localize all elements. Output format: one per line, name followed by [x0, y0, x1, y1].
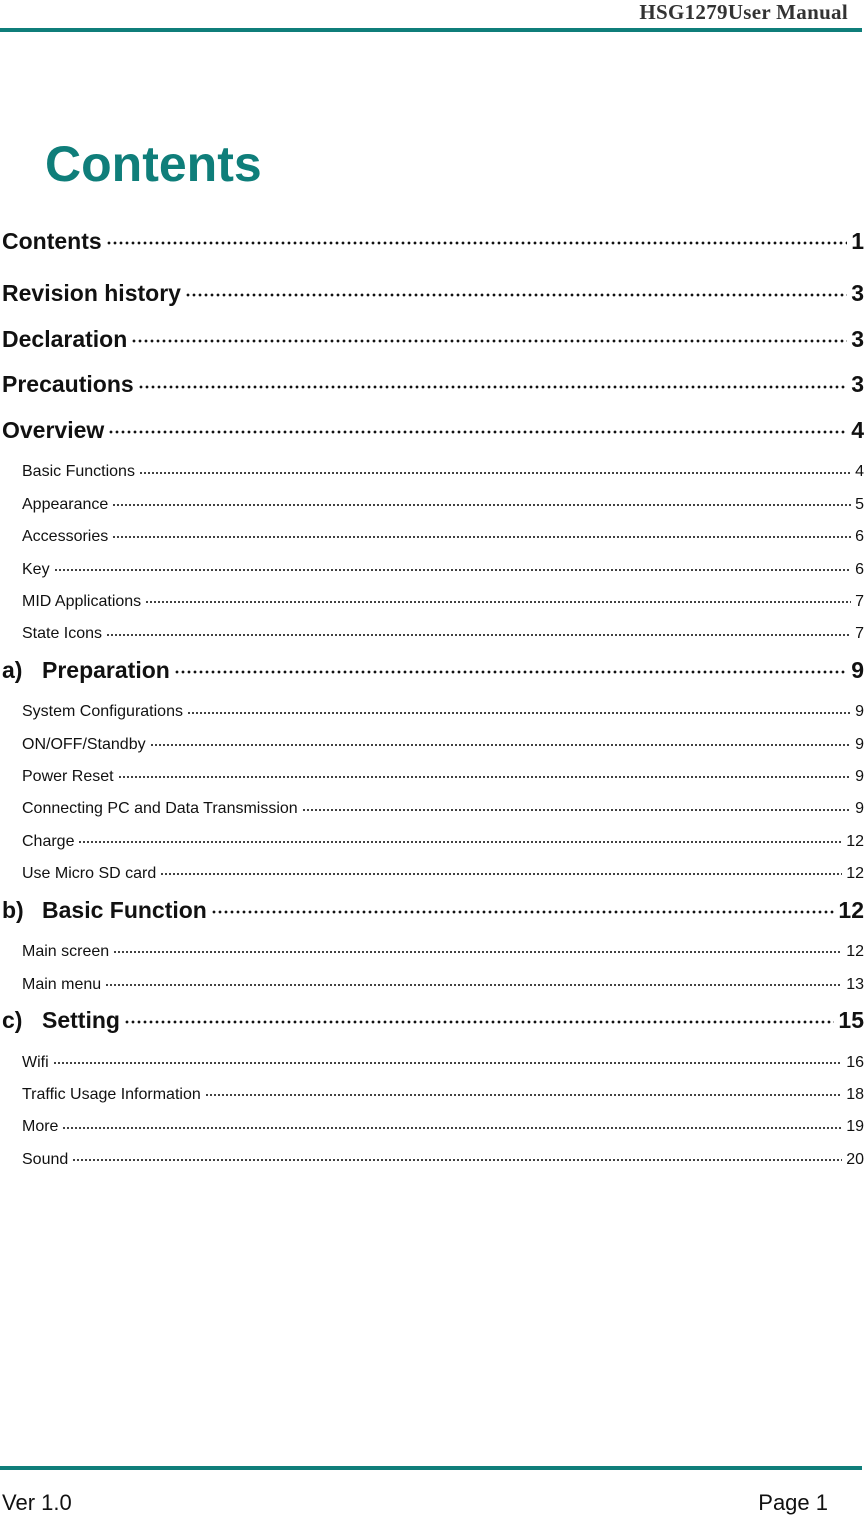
toc-entry-page-number: 3: [851, 371, 864, 398]
toc-entry-label: MID Applications: [22, 592, 142, 610]
toc-entry-page-number: 15: [838, 1007, 864, 1034]
toc-dot-leader: [174, 655, 847, 678]
footer-divider: [0, 1466, 862, 1470]
toc-entry[interactable]: [0, 862, 866, 894]
toc-dot-leader: [112, 525, 851, 541]
toc-entry[interactable]: [0, 733, 866, 765]
toc-dot-leader: [72, 1148, 842, 1164]
toc-entry-page-number: 9: [855, 768, 864, 786]
toc-dot-leader: [160, 862, 842, 878]
page-title: Contents: [45, 136, 262, 192]
toc-dot-leader: [205, 1083, 842, 1099]
toc-entry-page-number: 6: [855, 528, 864, 546]
toc-entry-label: Revision history: [2, 280, 181, 306]
toc-dot-leader: [53, 1051, 843, 1067]
toc-dot-leader: [145, 590, 851, 606]
toc-entry-label: Charge: [22, 832, 75, 850]
toc-entry-page-number: 5: [855, 495, 864, 513]
footer-page-number: Page 1: [758, 1490, 828, 1515]
toc-entry[interactable]: [0, 895, 866, 941]
toc-entry-label: State Icons: [22, 625, 103, 643]
toc-dot-leader: [113, 940, 842, 956]
toc-entry-page-number: 9: [855, 703, 864, 721]
toc-entry-label: Contents: [2, 228, 102, 254]
header-divider: [0, 28, 862, 32]
toc-entry-page-number: 7: [855, 592, 864, 610]
toc-entry-page-number: 6: [855, 560, 864, 578]
toc-entry[interactable]: [0, 1083, 866, 1115]
toc-entry-label: Precautions: [2, 371, 134, 398]
toc-entry[interactable]: [0, 700, 866, 732]
toc-dot-leader: [139, 460, 851, 476]
toc-dot-leader: [78, 830, 842, 846]
toc-entry-label: Connecting PC and Data Transmission: [22, 800, 298, 818]
toc-entry-page-number: 9: [855, 735, 864, 753]
toc-entry-page-number: 9: [851, 656, 864, 683]
toc-entry-page-number: 20: [846, 1150, 864, 1168]
toc-entry-label: Traffic Usage Information: [22, 1086, 201, 1104]
toc-entry-label: Main screen: [22, 943, 110, 961]
toc-entry[interactable]: [0, 1005, 866, 1051]
toc-entry-label: Use Micro SD card: [22, 865, 157, 883]
toc-dot-leader: [105, 973, 842, 989]
toc-dot-leader: [211, 895, 835, 918]
toc-entry[interactable]: [0, 278, 866, 324]
toc-dot-leader: [185, 278, 847, 301]
footer-version: Ver 1.0: [2, 1490, 72, 1515]
table-of-contents: [0, 226, 866, 1180]
toc-entry-page-number: 4: [855, 463, 864, 481]
toc-entry-page-number: 9: [855, 800, 864, 818]
toc-entry-marker: c): [2, 1007, 23, 1034]
toc-dot-leader: [124, 1005, 834, 1028]
toc-entry[interactable]: [0, 590, 866, 622]
toc-entry-label: Appearance: [22, 495, 109, 513]
toc-entry[interactable]: [0, 973, 866, 1005]
toc-entry[interactable]: [0, 940, 866, 972]
toc-entry[interactable]: [0, 226, 866, 278]
toc-entry-page-number: 18: [846, 1086, 864, 1104]
toc-entry-page-number: 3: [851, 280, 864, 306]
toc-entry-marker: a): [2, 656, 23, 683]
toc-entry-page-number: 12: [838, 896, 864, 923]
toc-dot-leader: [108, 415, 847, 438]
toc-entry-page-number: 12: [846, 832, 864, 850]
toc-dot-leader: [131, 324, 847, 347]
toc-dot-leader: [62, 1115, 842, 1131]
toc-entry-label: System Configurations: [22, 703, 183, 721]
toc-dot-leader: [138, 369, 848, 392]
toc-dot-leader: [302, 797, 851, 813]
toc-dot-leader: [112, 493, 851, 509]
toc-entry[interactable]: [0, 622, 866, 654]
toc-entry[interactable]: [0, 797, 866, 829]
toc-entry[interactable]: [0, 1148, 866, 1180]
toc-entry-label: Accessories: [22, 528, 109, 546]
toc-entry-page-number: 4: [851, 416, 864, 443]
toc-entry-label: ON/OFF/Standby: [22, 735, 146, 753]
toc-entry[interactable]: [0, 1115, 866, 1147]
toc-entry[interactable]: [0, 324, 866, 370]
toc-dot-leader: [118, 765, 852, 781]
toc-entry-page-number: 12: [846, 865, 864, 883]
toc-dot-leader: [187, 700, 851, 716]
toc-entry-label: Overview: [2, 416, 105, 443]
toc-entry[interactable]: [0, 765, 866, 797]
toc-entry-label: Power Reset: [22, 768, 114, 786]
toc-entry-label: Basic Functions: [22, 463, 135, 481]
toc-entry-page-number: 7: [855, 625, 864, 643]
toc-entry-label: Wifi: [22, 1053, 49, 1071]
toc-entry-page-number: 1: [851, 228, 864, 254]
toc-entry[interactable]: [0, 1051, 866, 1083]
toc-entry[interactable]: [0, 655, 866, 701]
toc-entry-label: Preparation: [42, 656, 170, 683]
document-header-title: HSG1279User Manual: [639, 0, 848, 24]
toc-entry[interactable]: [0, 525, 866, 557]
toc-entry-marker: b): [2, 896, 24, 923]
toc-entry-label: Key: [22, 560, 50, 578]
toc-entry[interactable]: [0, 460, 866, 492]
toc-entry-page-number: 16: [846, 1053, 864, 1071]
toc-entry-label: Basic Function: [42, 896, 207, 923]
toc-entry-page-number: 12: [846, 943, 864, 961]
toc-entry-label: Sound: [22, 1150, 69, 1168]
toc-entry[interactable]: [0, 369, 866, 415]
toc-entry-page-number: 19: [846, 1118, 864, 1136]
toc-entry-label: More: [22, 1118, 59, 1136]
toc-dot-leader: [150, 733, 852, 749]
toc-entry[interactable]: [0, 493, 866, 525]
toc-entry[interactable]: [0, 830, 866, 862]
toc-entry-page-number: 13: [846, 975, 864, 993]
toc-entry-label: Setting: [42, 1007, 120, 1034]
toc-entry-page-number: 3: [851, 325, 864, 352]
toc-entry-label: Main menu: [22, 975, 102, 993]
toc-dot-leader: [106, 226, 848, 249]
toc-dot-leader: [54, 558, 852, 574]
toc-entry-label: Declaration: [2, 325, 128, 352]
toc-entry[interactable]: [0, 415, 866, 461]
toc-dot-leader: [106, 622, 851, 638]
toc-entry[interactable]: [0, 558, 866, 590]
